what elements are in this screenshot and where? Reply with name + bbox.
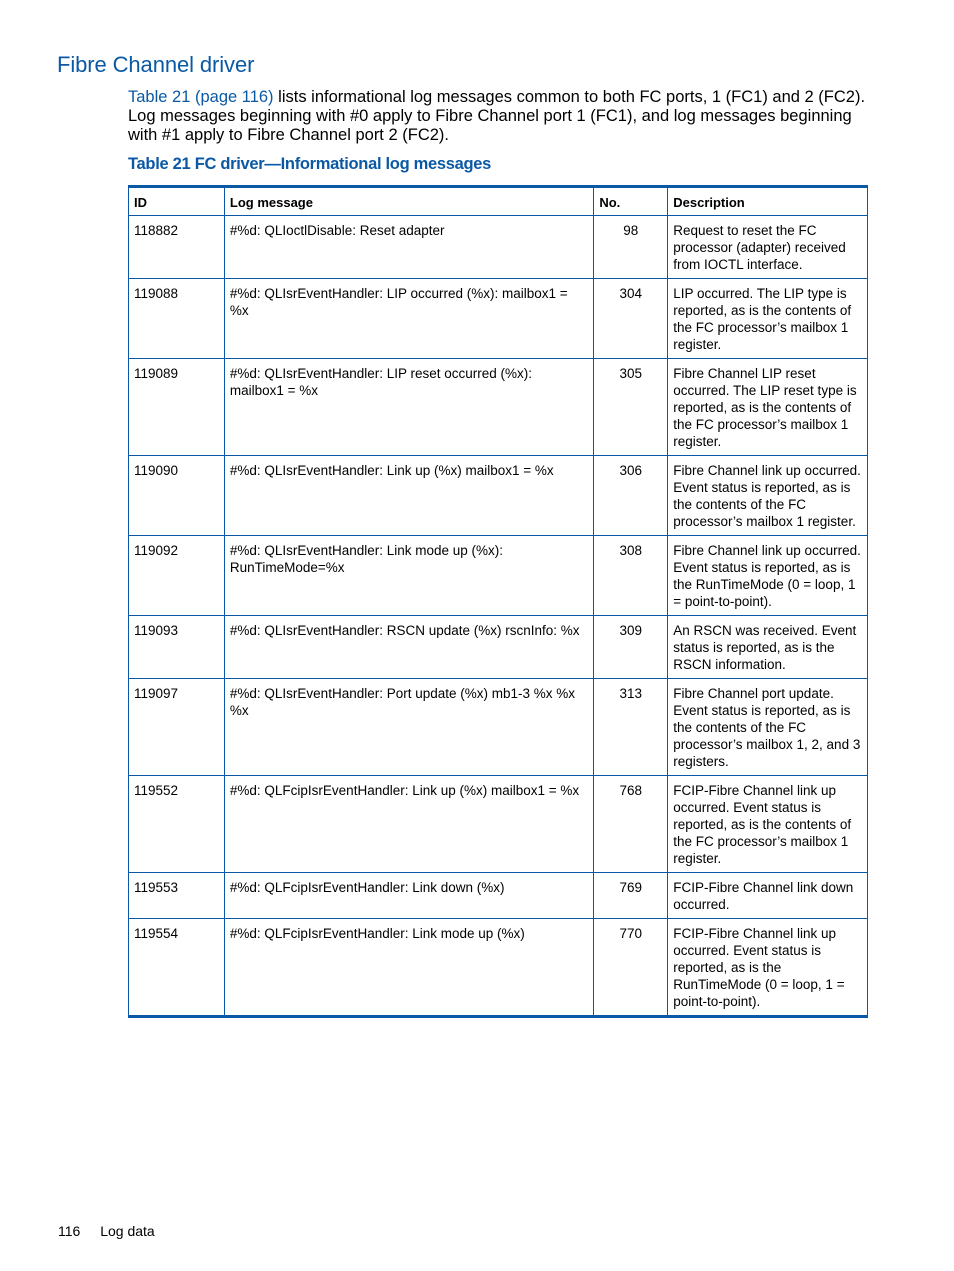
cell-id: 119089 [129, 359, 225, 456]
cell-description: An RSCN was received. Event status is reported, as is the RSCN information. [668, 616, 868, 679]
table-row [129, 456, 868, 536]
cell-description: Fibre Channel LIP reset occurred. The LIP reset type is reported, as is the contents of the FC processor’s mailbox 1 register. [668, 359, 868, 456]
table-row [129, 919, 868, 1017]
table-header-row [129, 187, 868, 216]
cell-number: 308 [594, 536, 668, 616]
cell-log-message: #%d: QLIsrEventHandler: LIP reset occurred (%x): mailbox1 = %x [224, 359, 593, 456]
cell-number: 98 [594, 216, 668, 279]
cell-number: 305 [594, 359, 668, 456]
cell-description: Fibre Channel link up occurred. Event status is reported, as is the RunTimeMode (0 = loop, 1 = point-to-point). [668, 536, 868, 616]
cell-log-message: #%d: QLIsrEventHandler: Link up (%x) mailbox1 = %x [224, 456, 593, 536]
cell-log-message: #%d: QLFcipIsrEventHandler: Link mode up (%x) [224, 919, 593, 1017]
table-body [129, 216, 868, 1017]
cell-id: 119092 [129, 536, 225, 616]
cell-description: Request to reset the FC processor (adapter) received from IOCTL interface. [668, 216, 868, 279]
cell-id: 119088 [129, 279, 225, 359]
cell-id: 119090 [129, 456, 225, 536]
cell-description: FCIP-Fibre Channel link up occurred. Event status is reported, as is the RunTimeMode (0 = loop, 1 = point-to-point). [668, 919, 868, 1017]
cell-description: FCIP-Fibre Channel link up occurred. Event status is reported, as is the contents of the FC processor’s mailbox 1 register. [668, 776, 868, 873]
cell-log-message: #%d: QLIsrEventHandler: Port update (%x) mb1-3 %x %x %x [224, 679, 593, 776]
section-title: Fibre Channel driver [57, 52, 255, 77]
cell-log-message: #%d: QLIsrEventHandler: RSCN update (%x) rscnInfo: %x [224, 616, 593, 679]
cell-id: 119097 [129, 679, 225, 776]
cell-id: 119553 [129, 873, 225, 919]
table-row [129, 359, 868, 456]
cell-log-message: #%d: QLIoctlDisable: Reset adapter [224, 216, 593, 279]
cell-number: 309 [594, 616, 668, 679]
header-log-message: Log message [224, 187, 593, 216]
cell-number: 768 [594, 776, 668, 873]
cell-log-message: #%d: QLFcipIsrEventHandler: Link down (%x) [224, 873, 593, 919]
cell-id: 119093 [129, 616, 225, 679]
cell-description: Fibre Channel port update. Event status is reported, as is the contents of the FC processor’s mailbox 1, 2, and 3 registers. [668, 679, 868, 776]
cell-log-message: #%d: QLFcipIsrEventHandler: Link up (%x) mailbox1 = %x [224, 776, 593, 873]
header-number: No. [594, 187, 668, 216]
cell-description: Fibre Channel link up occurred. Event status is reported, as is the contents of the FC processor’s mailbox 1 register. [668, 456, 868, 536]
cell-number: 770 [594, 919, 668, 1017]
table-row [129, 536, 868, 616]
log-messages-table [128, 185, 868, 1018]
cell-description: LIP occurred. The LIP type is reported, as is the contents of the FC processor’s mailbox 1 register. [668, 279, 868, 359]
intro-text: lists informational log messages common to both FC ports, 1 (FC1) and 2 (FC2). Log messages beginning with #0 apply to Fibre Channel port 1 (FC1), and log messages beginning with #1 apply to Fibre Channel port 2 (FC2). [128, 88, 866, 144]
table-row [129, 776, 868, 873]
header-id: ID [129, 187, 225, 216]
cell-number: 313 [594, 679, 668, 776]
cell-log-message: #%d: QLIsrEventHandler: Link mode up (%x): RunTimeMode=%x [224, 536, 593, 616]
intro-paragraph [128, 88, 866, 145]
page-number: 116 [58, 1223, 81, 1239]
table-row [129, 873, 868, 919]
table-row [129, 616, 868, 679]
header-description: Description [668, 187, 868, 216]
footer-section-name: Log data [100, 1223, 155, 1239]
table-row [129, 216, 868, 279]
cell-number: 306 [594, 456, 668, 536]
table-xref-link[interactable]: Table 21 (page 116) [128, 88, 274, 106]
cell-description: FCIP-Fibre Channel link down occurred. [668, 873, 868, 919]
cell-id: 119554 [129, 919, 225, 1017]
cell-log-message: #%d: QLIsrEventHandler: LIP occurred (%x): mailbox1 = %x [224, 279, 593, 359]
table-caption: Table 21 FC driver—Informational log messages [128, 155, 492, 173]
cell-number: 769 [594, 873, 668, 919]
cell-id: 118882 [129, 216, 225, 279]
page-footer [58, 1223, 155, 1239]
table-row [129, 279, 868, 359]
table-row [129, 679, 868, 776]
cell-number: 304 [594, 279, 668, 359]
cell-id: 119552 [129, 776, 225, 873]
